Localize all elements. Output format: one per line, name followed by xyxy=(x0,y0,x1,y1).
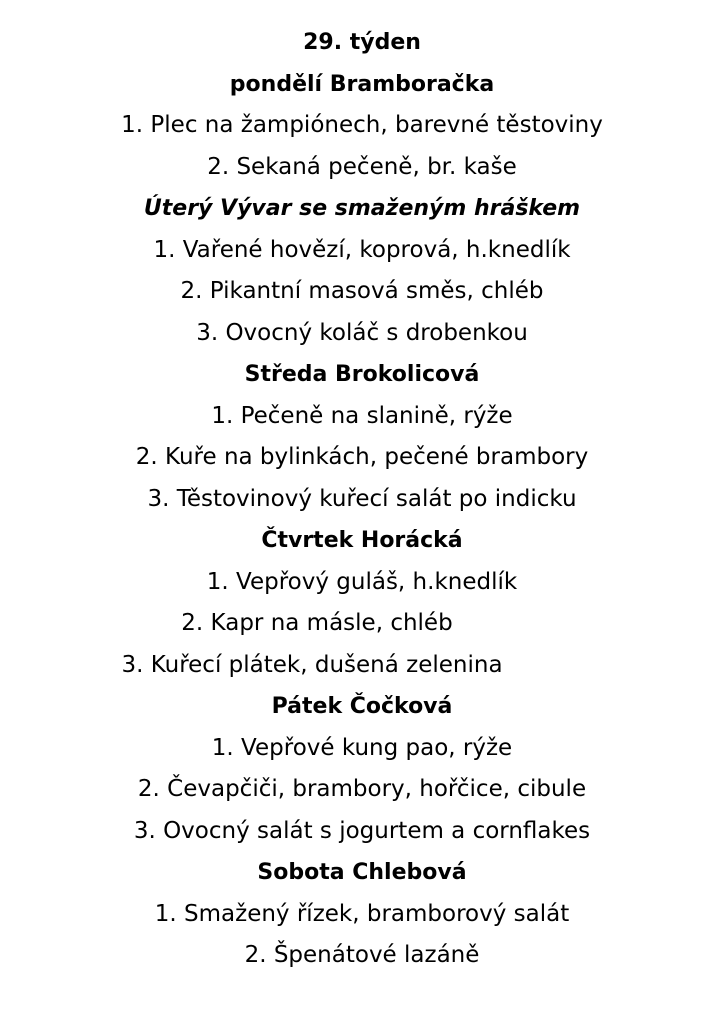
menu-item: 2. Sekaná pečeně, br. kaše xyxy=(207,153,517,180)
day-heading-tuesday: Úterý Vývar se smaženým hráškem xyxy=(143,196,581,221)
day-heading-saturday: Sobota Chlebová xyxy=(257,860,467,885)
day-heading-thursday: Čtvrtek Horácká xyxy=(261,528,463,553)
menu-item: 1. Pečeně na slanině, rýže xyxy=(211,402,513,429)
menu-item: 3. Kuřecí plátek, dušená zelenina xyxy=(121,651,503,678)
menu-item: 1. Vepřový guláš, h.knedlík xyxy=(206,568,518,595)
day-heading-friday: Pátek Čočková xyxy=(271,694,453,719)
menu-item: 1. Vařené hovězí, koprová, h.knedlík xyxy=(153,236,571,263)
menu-item: 2. Kapr na másle, chléb xyxy=(181,610,453,636)
menu-item: 2. Čevapčiči, brambory, hořčice, cibule xyxy=(137,776,587,802)
menu-item: 1. Plec na žampiónech, barevné těstoviny xyxy=(121,112,603,138)
menu-item: 3. Ovocný koláč s drobenkou xyxy=(196,319,528,346)
menu-item: 2. Kuře na bylinkách, pečené brambory xyxy=(135,444,589,470)
menu-item: 2. Špenátové lazáně xyxy=(244,942,480,968)
day-heading-wednesday: Středa Brokolicová xyxy=(244,362,480,387)
menu-item: 3. Těstovinový kuřecí salát po indicku xyxy=(147,485,577,512)
week-title: 29. týden xyxy=(303,30,421,55)
menu-item: 3. Ovocný salát s jogurtem a cornflakes xyxy=(133,817,591,844)
menu-item: 1. Vepřové kung pao, rýže xyxy=(211,734,513,761)
weekly-menu xyxy=(0,22,724,977)
menu-item: 2. Pikantní masová směs, chléb xyxy=(180,278,544,304)
day-heading-monday: pondělí Bramboračka xyxy=(229,71,495,97)
menu-item: 1. Smažený řízek, bramborový salát xyxy=(154,900,570,927)
